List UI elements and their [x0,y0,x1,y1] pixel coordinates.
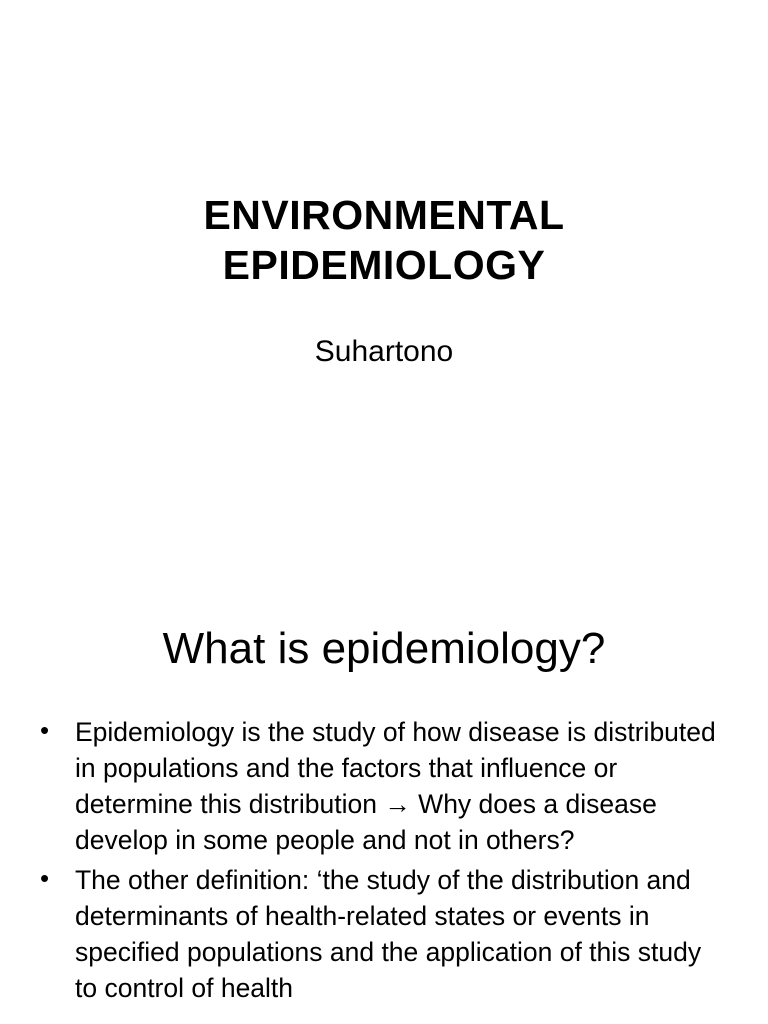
bullet-icon: • [40,863,50,893]
bullet-item [40,862,730,1006]
author-name: Suhartono [314,335,454,368]
bullet-item [40,714,730,858]
slide-title: What is epidemiology? [162,624,606,673]
title-line-1: ENVIRONMENTAL [203,192,565,238]
bullet-icon: • [40,715,50,745]
bullet-list [40,714,730,1010]
title-line-2: EPIDEMIOLOGY [222,242,546,288]
presentation-title [0,190,768,290]
content-slide [0,576,768,1024]
bullet-text: Epidemiology is the study of how disease is distributed in populations and the factors that influence or determine this distribution → Why does a disease develop in some people and not in others? [75,717,716,855]
bullet-text: The other definition: ‘the study of the distribution and determinants of health-related states or events in specified populations and the application of this study to control of health [75,865,702,1003]
